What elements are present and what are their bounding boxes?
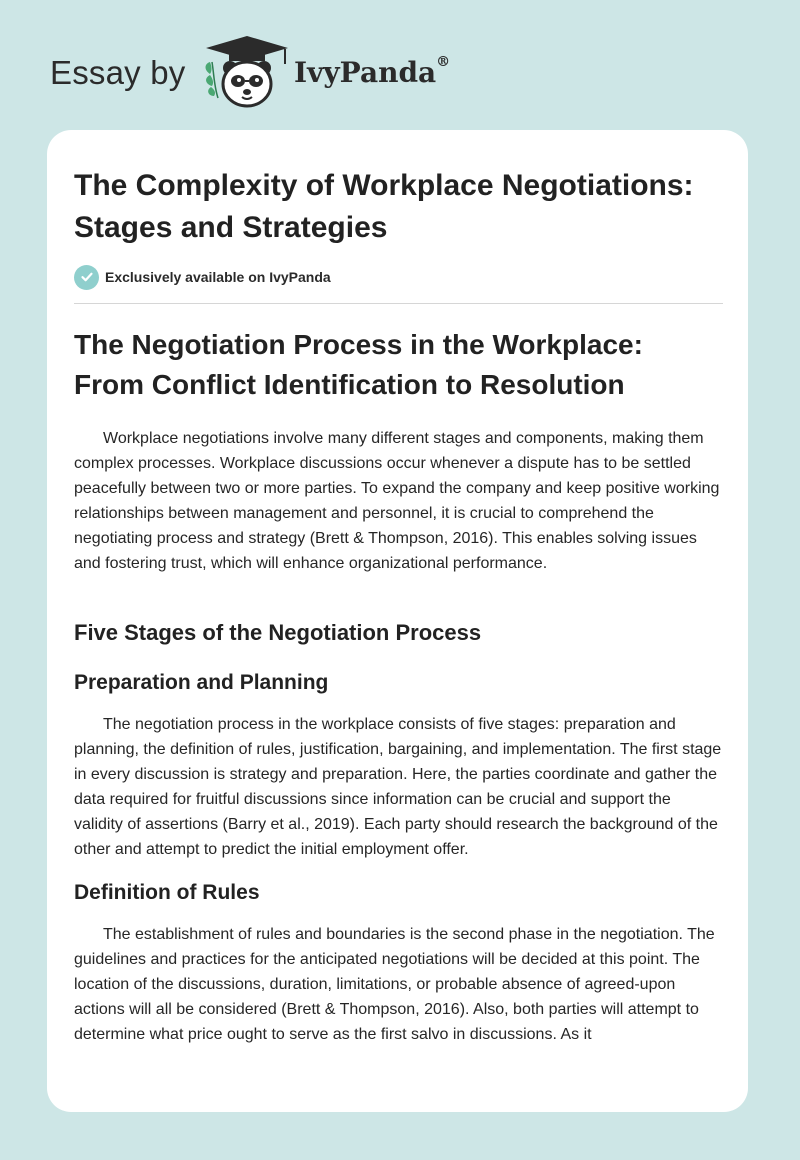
check-icon [74,265,99,290]
subsection-heading-rules: Definition of Rules [74,881,260,904]
intro-paragraph: Workplace negotiations involve many different stages and components, making them complex processes. Workplace discussions occur whenever a dispute has to be settled peacefully between two or more parties. To expand the company and keep positive working relationships between management and personnel, it is crucial to comprehend the negotiating process and strategy (Brett & Thompson, 2016). This enables solving issues and fostering trust, which will enhance organizational performance. [74,430,720,572]
section-heading: Five Stages of the Negotiation Process [74,620,482,645]
main-heading: The Negotiation Process in the Workplace: From Conflict Identification to Resolution [74,329,643,400]
brand-name[interactable]: IvyPanda® [294,54,451,89]
paragraph-rules: The establishment of rules and boundaries is the second phase in the negotiation. The guidelines and practices for the anticipated negotiations will be decided at this point. The location of the discussions, duration, limitations, or probable absence of agreed-upon actions will all be considered (Brett & Thompson, 2016). Also, both parties will attempt to determine what price ought to serve as the first salvo in discussions. As it [74,926,715,1043]
brand-header [50,34,470,110]
article-card [47,130,748,1112]
brand-prefix: Essay by [50,54,186,91]
subsection-heading-preparation: Preparation and Planning [74,671,329,694]
exclusive-badge [74,263,331,291]
article-title: The Complexity of Workplace Negotiations: Stages and Strategies [74,169,694,244]
paragraph-preparation: The negotiation process in the workplace consists of five stages: preparation and planning, the definition of rules, justification, bargaining, and implementation. The first stage in every discussion is strategy and preparation. Here, the parties coordinate and gather the data required for fruitful discussions since information can be crucial and support the validity of assertions (Barry et al., 2019). Each party should research the background of the other and attempt to predict the initial employment offer. [74,716,722,858]
exclusive-badge-text: Exclusively available on IvyPanda [105,269,331,285]
divider [74,303,723,304]
panda-logo-icon[interactable] [202,34,292,110]
